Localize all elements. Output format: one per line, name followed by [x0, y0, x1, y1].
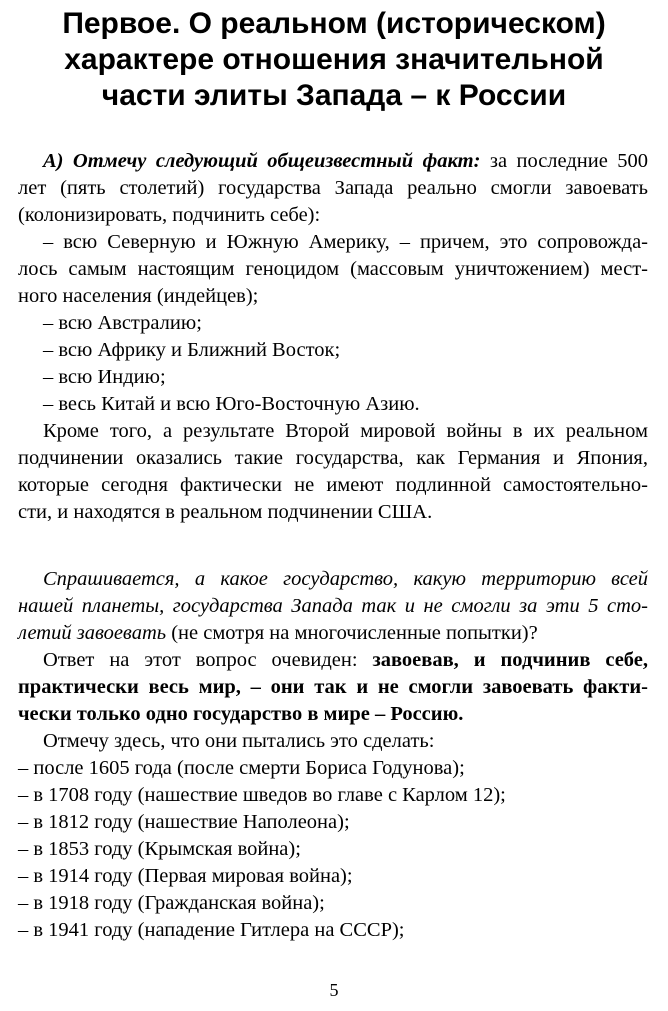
text-span: летий завоевать	[18, 622, 167, 644]
paragraph-line: лось самым настоящим геноцидом (массовым уничтожением) мест-	[18, 258, 648, 280]
text-span: за последние 500	[489, 150, 649, 172]
list-item: – всю Австралию;	[43, 312, 202, 334]
list-item: – в 1812 году (нашествие Наполеона);	[18, 811, 350, 833]
paragraph-line: Кроме того, а результате Второй мировой войны в их реальном	[43, 420, 648, 442]
paragraph-line: Спрашивается, а какое государство, какую территорию всей	[43, 568, 648, 590]
list-item: – всю Индию;	[43, 366, 166, 388]
paragraph-line: которые сегодня фактически не имеют подлинной самостоятельно-	[18, 474, 648, 496]
list-item: – в 1918 году (Гражданская война);	[18, 892, 325, 914]
list-item: – весь Китай и всю Юго-Восточную Азию.	[43, 393, 420, 415]
paragraph-line: сти, и находятся в реальном подчинении США.	[18, 501, 433, 523]
heading-line: Первое. О реальном (историческом)	[62, 7, 606, 40]
text-span: Ответ на этот вопрос очевиден:	[43, 649, 358, 671]
heading-line: характере отношения значительной	[64, 43, 604, 76]
paragraph-line: чески только одно государство в мире – Россию.	[18, 703, 464, 725]
lead-label: А) Отмечу следующий общеизвестный факт:	[43, 150, 481, 172]
paragraph-line	[18, 620, 538, 647]
paragraph-line: – всю Северную и Южную Америку, – причем, это сопровожда-	[43, 231, 648, 253]
heading-line: части элиты Запада – к России	[101, 79, 567, 112]
paragraph-line: подчинении оказались такие государства, как Германия и Япония,	[18, 447, 648, 469]
paragraph-line	[43, 148, 648, 175]
chapter-heading	[20, 6, 648, 114]
paragraph-line: (колонизировать, подчинить себе):	[18, 204, 321, 226]
paragraph-line	[43, 647, 648, 674]
list-item: – в 1914 году (Первая мировая война);	[18, 865, 353, 887]
paragraph-line: практически весь мир, – они так и не смогли завоевать факти-	[18, 676, 648, 698]
paragraph-line: ного населения (индейцев);	[18, 285, 259, 307]
paragraph-line: Отмечу здесь, что они пытались это сделать:	[43, 730, 435, 752]
text-span: завоевав, и подчинив себе,	[372, 649, 648, 671]
list-item: – в 1708 году (нашествие шведов во главе с Карлом 12);	[18, 784, 506, 806]
list-item: – в 1853 году (Крымская война);	[18, 838, 301, 860]
text-span: (не смотря на многочисленные попытки)?	[171, 622, 538, 644]
page-number: 5	[329, 980, 339, 1000]
paragraph-line: лет (пять столетий) государства Запада реально смогли завоевать	[18, 177, 648, 199]
list-item: – всю Африку и Ближний Восток;	[43, 339, 341, 361]
paragraph-line: нашей планеты, государства Запада так и не смогли за эти 5 сто-	[18, 595, 648, 617]
list-item: – в 1941 году (нападение Гитлера на СССР);	[18, 919, 405, 941]
list-item: – после 1605 года (после смерти Бориса Годунова);	[18, 757, 465, 779]
